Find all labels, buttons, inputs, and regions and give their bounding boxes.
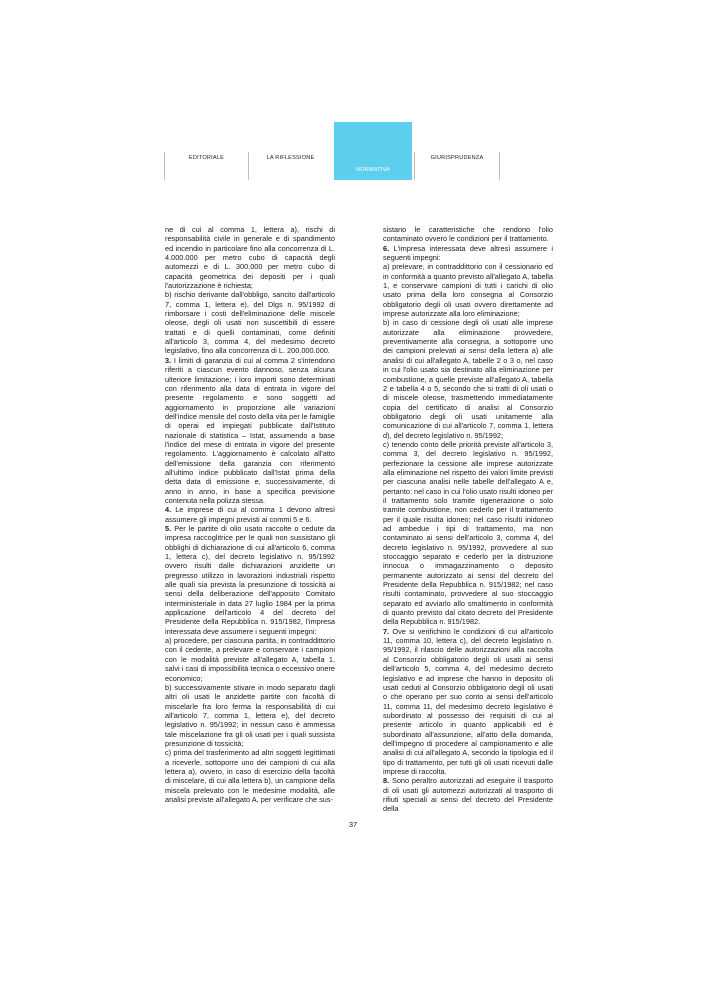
tab-editoriale[interactable]: EDITORIALE xyxy=(188,155,225,161)
paragraph: sistano le caratteristiche che rendono l'olio contaminato ovvero le condizioni per il trattamento. xyxy=(383,225,553,244)
paragraph-text: Per le partite di olio usato raccolte o cedute da impresa raccoglitrice per le quali non sussistano gli obblighi di dichiarazione di cui all'articolo 6, comma 1, lettera c), del decreto legislativo n. 95/1992 ovvero risulti dalle dichiarazioni anzidette un pregresso utilizzo in lavorazioni industriali rispetto alle quali sia prevista la presunzione di tossicità ai sensi della deliberazione dell'apposito Comitato interministeriale in data 27 luglio 1984 per la prima applicazione dell'articolo 4 del decreto del Presidente della Repubblica n. 915/1982, l'impresa interessata deve assumere i seguenti impegni: xyxy=(165,524,335,636)
section-nav xyxy=(164,122,500,180)
paragraph xyxy=(165,524,335,636)
tab-giurisprudenza[interactable]: GIURISPRUDENZA xyxy=(430,155,484,161)
paragraph: a) procedere, per ciascuna partita, in contraddittorio con il cedente, a prelevare e conservare i campioni con le modalità previste all'allegato A, tabella 1, salvi i casi di impossibilità tecnica o eccessivo onere economico; xyxy=(165,636,335,683)
page-number: 37 xyxy=(348,820,358,829)
paragraph-text: Le imprese di cui al comma 1 devono altresì assumere gli impegni previsti ai commi 5 e 6. xyxy=(165,505,335,524)
paragraph-text: Sono peraltro autorizzati ad eseguire il trasporto di oli usati gli automezzi autorizzati al trasporto di rifiuti speciali ai sensi del decreto del Presidente della xyxy=(383,776,553,814)
paragraph-text: I limiti di garanzia di cui al comma 2 s'intendono riferiti a ciascun evento dannoso, senza alcuna ulteriore limitazione; i loro importi sono determinati con riferimento alla data di entrata in vigore del presente regolamento e sono soggetti ad aggiornamento in proporzione alle variazioni dell'indice mensile del costo della vita per le famiglie di operai ed impiegati pubblicate dall'Istituto nazionale di statistica – Istat, assumendo a base l'indice del mese di entrata in vigore del presente regolamento. L'aggiornamento è calcolato all'atto dell'emissione della garanzia con riferimento all'ultimo indice pubblicato dall'Istat prima della detta data di emissione e, successivamente, di anno in anno, in base a specifica previsione contenuta nella polizza stessa. xyxy=(165,355,335,505)
paragraph-number: 6. xyxy=(383,243,390,253)
paragraph xyxy=(165,505,335,524)
paragraph-text: L'impresa interessata deve altresì assumere i seguenti impegni: xyxy=(383,243,554,263)
paragraph-number: 8. xyxy=(383,776,390,786)
paragraph-number: 7. xyxy=(383,626,390,636)
tab-normativa[interactable]: NORMATIVA xyxy=(334,122,412,180)
paragraph: c) tenendo conto delle priorità previste all'articolo 3, comma 3, del decreto legislativo n. 95/1992, perfezionare la cessione alle imprese autorizzate alla eliminazione nel rispetto dei valori limite previsti per ciascuna analisi nelle tabelle dell'allegato A e, pertanto: nel caso in cui l'olio usato risulti idoneo per il trattamento solo tramite rigenerazione o solo tramite combustione, non cederlo per il trattamento per il quale risulta idoneo; nel caso risulti inidoneo ad ambedue i tipi di trattamento, ma non contaminato ai sensi dell'articolo 3, comma 4, del decreto legislativo n. 95/1992, provvedere al suo stoccaggio separato e cederlo per la distruzione innocua o immagazzinamento o deposito permanente autorizzato ai sensi del decreto del Presidente della Repubblica n. 915/1982; nel caso risulti contaminato, provvedere al suo stoccaggio separato ed avviarlo allo smaltimento in conformità di quanto previsto dal citato decreto del Presidente della Repubblica n. 915/1982. xyxy=(383,439,553,627)
right-column xyxy=(383,225,553,814)
paragraph: c) prima del trasferimento ad altri soggetti legittimati a riceverle, sottoporre uno dei campioni di cui alla lettera a), ovvero, in caso di esercizio della facoltà di miscelare, di cui alla lettera b), un campione della miscela prelevato con le medesime modalità, alle analisi previste all'allegato A, per verificare che sus- xyxy=(165,748,335,804)
paragraph xyxy=(383,627,553,777)
paragraph: b) in caso di cessione degli oli usati alle imprese autorizzate alla eliminazione provvedere, preventivamente alla consegna, a sottoporre uno dei campioni prelevati ai sensi della lettera a) alle analisi di cui all'allegato A, tabelle 2 o 3 o, nel caso in cui l'olio usato sia destinato alla eliminazione per combustione, a quelle previste all'allegato A, tabella 2 e tabella 4 o 5, secondo che si tratti di oli usati o di miscele oleose, trasmettendo immediatamente copia del certificato di analisi al Consorzio obbligatorio degli oli usati unitamente alla comunicazione di cui all'articolo 7, comma 1, lettera d), del decreto legislativo n. 95/1992; xyxy=(383,318,553,440)
paragraph: b) rischio derivante dall'obbligo, sancito dall'articolo 7, comma 1, lettera e), del Dlgs n. 95/1992 di rimborsare i costi dell'eliminazione delle miscele oleose, degli oli usati non suscettibili di essere trattati e di quelli contaminati, come definiti all'articolo 3, comma 4, del medesimo decreto legislativo, fino alla concorrenza di L. 200.000.000. xyxy=(165,290,335,356)
paragraph-number: 3. xyxy=(165,355,172,365)
paragraph: b) successivamente stivare in modo separato dagli altri oli usati le anzidette partite con facoltà di miscelarle fra loro ferma la responsabilità di cui all'articolo 7, comma 1, lettera e), del decreto legislativo n. 95/1992; in nessun caso è ammessa tale miscelazione fra gli oli usati per i quali sussista presunzione di tossicità; xyxy=(165,682,335,748)
paragraph xyxy=(383,244,553,263)
paragraph: ne di cui al comma 1, lettera a), rischi di responsabilità civile in generale e di spandimento ed incendio in particolare fino alla concorrenza di L. 4.000.000 per metro cubo di capacità degli automezzi e di L. 300.000 per metro cubo di capacità geometrica dei depositi per i quali l'autorizzazione è richiesta; xyxy=(165,225,335,291)
paragraph xyxy=(383,776,553,813)
left-column xyxy=(165,225,335,804)
nav-separator xyxy=(499,152,500,180)
paragraph-text: Ove si verifichino le condizioni di cui all'articolo 11, comma 10, lettera c), del decreto legislativo n. 95/1992, il rilascio delle autorizzazioni alla raccolta al Consorzio obbligatorio degli oli usati ai sensi dell'articolo 5, comma 4, del medesimo decreto legislativo e ad imprese che hanno in deposito oli usati ceduti al Consorzio obbligatorio degli oli usati o che operano per suo conto ai sensi dell'articolo 11, comma 11, del medesimo decreto legislativo è subordinato al possesso dei requisiti di cui al presente articolo in quanto applicabili ed è subordinato all'assunzione, all'atto della domanda, dell'impegno di procedere al campionamento e alle analisi di cui all'allegato A, secondo la tipologia ed il tipo di trattamento, per tutti gli oli usati ricevuti dalle imprese di raccolta. xyxy=(383,626,553,776)
paragraph-number: 5. xyxy=(165,524,172,533)
tab-la-riflessione[interactable]: LA RIFLESSIONE xyxy=(266,155,315,161)
paragraph xyxy=(165,356,335,506)
paragraph-number: 4. xyxy=(165,505,172,515)
paragraph: a) prelevare, in contraddittorio con il cessionario ed in conformità a quanto previsto all'allegato A, tabella 1, e conservare campioni di tutti i carichi di olio usato prima della loro consegna al Consorzio obbligatorio degli oli usati ovvero direttamente ad imprese autorizzate alla loro eliminazione; xyxy=(383,262,553,319)
